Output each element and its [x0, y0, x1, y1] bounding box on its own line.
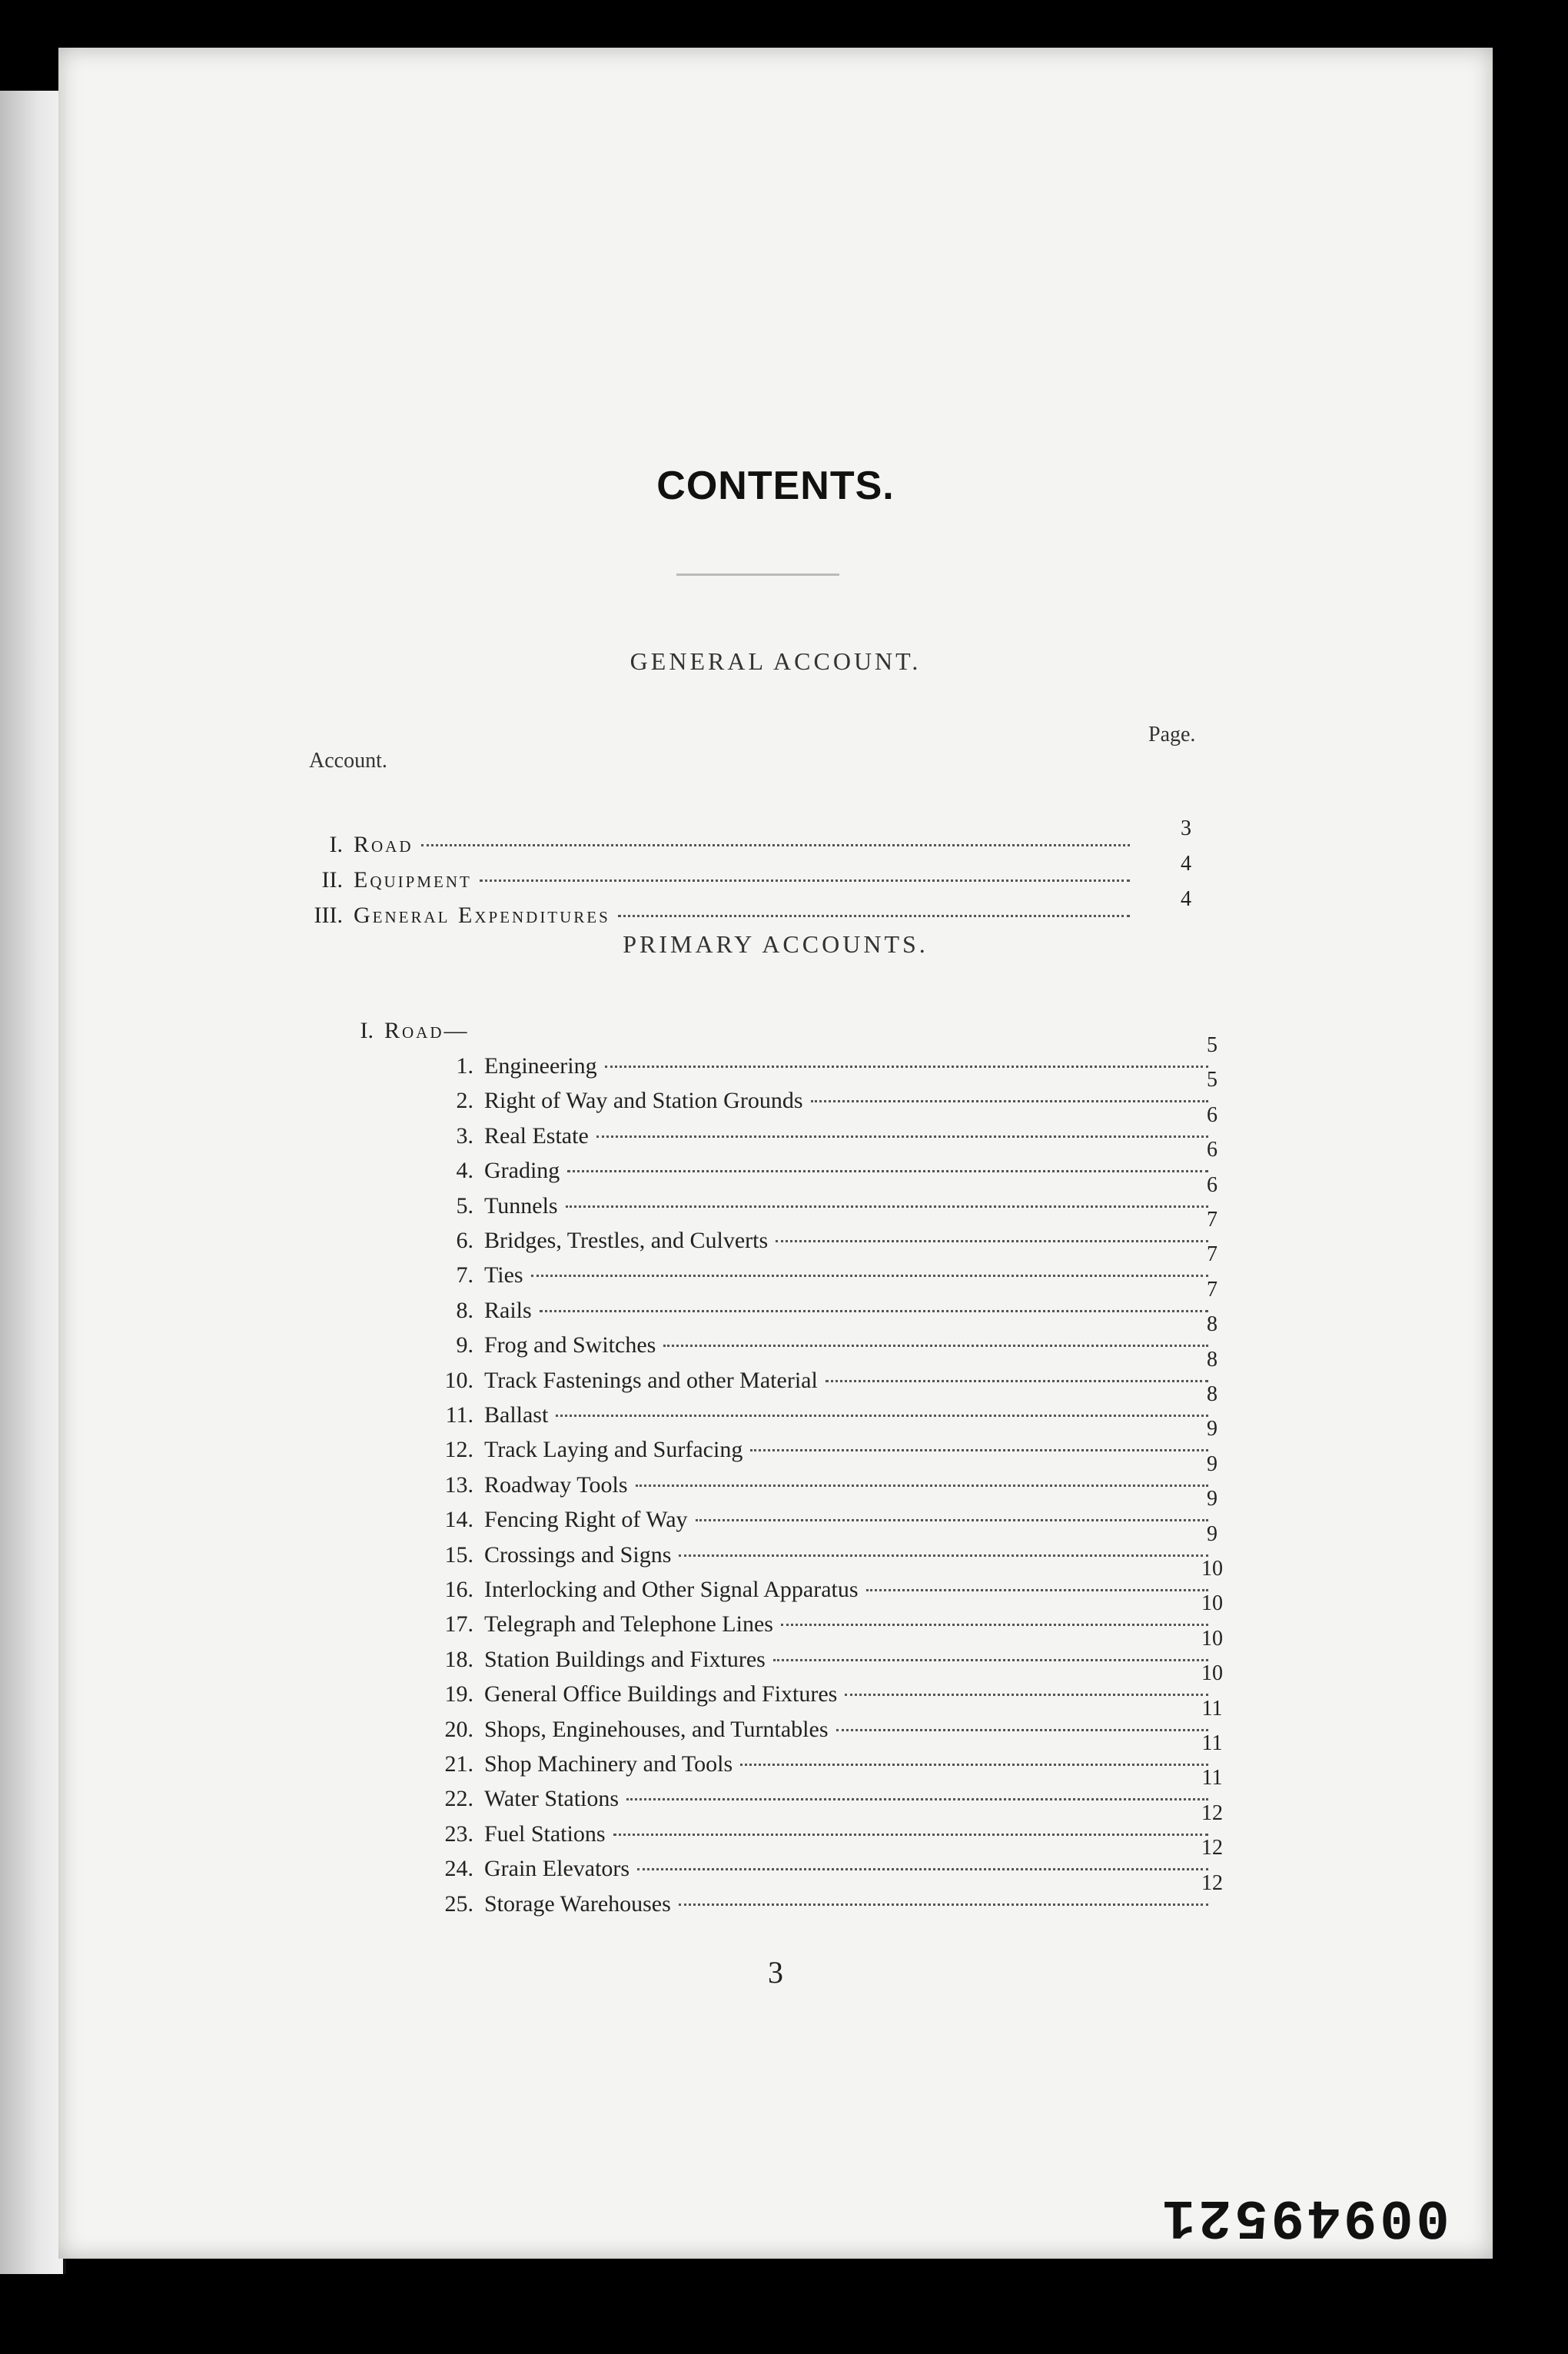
entry-number: 16. [444, 1577, 473, 1602]
entry-number: 4. [456, 1158, 473, 1184]
entry-label: Right of Way and Station Grounds [484, 1088, 803, 1114]
general-account-row [289, 867, 1138, 893]
entry-number: 3. [456, 1122, 473, 1149]
general-account-row [289, 903, 1138, 929]
entry-number: II. [321, 867, 343, 893]
dot-leader [540, 1310, 1208, 1312]
entry-number: 18. [444, 1646, 473, 1672]
archive-stamp: 00949521 [1159, 2185, 1450, 2248]
entry-page-number: 6 [1207, 1138, 1218, 1162]
dot-leader [531, 1275, 1208, 1277]
primary-accounts-heading: PRIMARY ACCOUNTS. [623, 930, 929, 958]
entry-number: 1. [456, 1053, 473, 1079]
entry-label: General Office Buildings and Fixtures [484, 1681, 838, 1707]
entry-number: 21. [444, 1751, 473, 1777]
entry-number: 6. [456, 1228, 473, 1253]
entry-label: Storage Warehouses [484, 1890, 671, 1917]
dot-leader [421, 844, 1130, 846]
entry-page-number: 4 [1181, 852, 1191, 876]
dot-leader [679, 1554, 1208, 1557]
entry-label: Interlocking and Other Signal Apparatus [484, 1577, 859, 1602]
entry-page-number: 10 [1201, 1626, 1223, 1651]
general-account-heading: GENERAL ACCOUNT. [630, 647, 922, 675]
entry-number: 12. [444, 1437, 473, 1463]
entry-number: 20. [444, 1716, 473, 1742]
entry-label: Grading [484, 1158, 560, 1184]
entry-number: 5. [456, 1192, 473, 1219]
primary-account-row [412, 1542, 1216, 1568]
dot-leader [845, 1694, 1208, 1696]
entry-page-number: 8 [1207, 1347, 1218, 1372]
entry-label: Track Laying and Surfacing [484, 1437, 743, 1463]
primary-account-row [412, 1786, 1216, 1812]
dot-leader [605, 1066, 1208, 1068]
entry-label: Shops, Enginehouses, and Turntables [484, 1716, 829, 1742]
entry-label: General Expenditures [354, 903, 610, 928]
entry-number: 10. [444, 1367, 473, 1393]
primary-account-row [412, 1228, 1216, 1254]
primary-account-row [412, 1856, 1216, 1882]
primary-account-row [412, 1611, 1216, 1637]
entry-page-number: 11 [1201, 1766, 1223, 1790]
dot-leader [866, 1589, 1208, 1591]
primary-account-row [412, 1193, 1216, 1219]
primary-account-row [412, 1332, 1216, 1358]
entry-number: 8. [456, 1297, 473, 1323]
entry-page-number: 4 [1181, 887, 1191, 911]
entry-number: 23. [444, 1820, 473, 1847]
dot-leader [626, 1798, 1208, 1800]
primary-account-row [412, 1123, 1216, 1149]
entry-page-number: 9 [1207, 1521, 1218, 1546]
entry-page-number: 5 [1207, 1033, 1218, 1057]
entry-label: Ballast [484, 1402, 549, 1428]
dot-leader [636, 1485, 1208, 1487]
group-label: Road— [384, 1018, 470, 1043]
dot-leader [679, 1903, 1208, 1906]
primary-account-row [412, 1751, 1216, 1777]
entry-page-number: 7 [1207, 1242, 1218, 1267]
entry-label: Roadway Tools [484, 1471, 628, 1498]
primary-account-row [412, 1821, 1216, 1847]
primary-account-row [412, 1088, 1216, 1114]
primary-account-row [412, 1717, 1216, 1743]
entry-page-number: 6 [1207, 1172, 1218, 1197]
entry-number: 19. [444, 1681, 473, 1707]
entry-label: Grain Elevators [484, 1856, 630, 1882]
primary-account-row [412, 1262, 1216, 1288]
primary-account-row [412, 1158, 1216, 1184]
dot-leader [781, 1624, 1208, 1626]
entry-page-number: 8 [1207, 1382, 1218, 1406]
facing-page-edge [0, 91, 66, 2274]
entry-page-number: 7 [1207, 1208, 1218, 1232]
entry-page-number: 10 [1201, 1661, 1223, 1686]
primary-account-row [412, 1298, 1216, 1324]
entry-label: Rails [484, 1297, 532, 1323]
primary-account-row [412, 1368, 1216, 1394]
general-account-row [289, 832, 1138, 858]
dot-leader [750, 1449, 1208, 1451]
group-number: I. [360, 1018, 374, 1043]
account-column-label: Account. [309, 749, 387, 773]
page-number: 3 [768, 1955, 783, 1990]
entry-page-number: 11 [1201, 1696, 1223, 1721]
dot-leader [556, 1415, 1208, 1417]
entry-label: Track Fastenings and other Material [484, 1367, 818, 1393]
entry-page-number: 7 [1207, 1277, 1218, 1302]
dot-leader [567, 1170, 1208, 1172]
entry-page-number: 10 [1201, 1557, 1223, 1581]
entry-page-number: 12 [1201, 1836, 1223, 1860]
entry-label: Crossings and Signs [484, 1541, 672, 1568]
page-column-label: Page. [1148, 723, 1196, 746]
entry-label: Frog and Switches [484, 1332, 656, 1358]
dot-leader [637, 1868, 1208, 1870]
entry-number: III. [314, 903, 343, 928]
entry-label: Road [354, 832, 414, 857]
primary-account-row [412, 1577, 1216, 1603]
entry-number: 22. [444, 1786, 473, 1812]
entry-page-number: 11 [1201, 1731, 1223, 1755]
entry-page-number: 5 [1207, 1068, 1218, 1092]
dot-leader [480, 879, 1130, 882]
entry-number: 11. [445, 1402, 473, 1428]
dot-leader [811, 1100, 1208, 1102]
entry-number: 25. [444, 1890, 473, 1917]
entry-page-number: 12 [1201, 1800, 1223, 1825]
entry-label: Bridges, Trestles, and Culverts [484, 1228, 769, 1253]
entry-number: 2. [456, 1088, 473, 1114]
dot-leader [566, 1205, 1208, 1208]
entry-page-number: 9 [1207, 1487, 1218, 1511]
primary-account-row [412, 1053, 1216, 1079]
entry-number: 17. [444, 1611, 473, 1637]
entry-label: Shop Machinery and Tools [484, 1751, 733, 1777]
entry-label: Fuel Stations [484, 1820, 606, 1847]
dot-leader [596, 1135, 1208, 1138]
entry-page-number: 8 [1207, 1312, 1218, 1337]
entry-number: 24. [444, 1856, 473, 1882]
entry-label: Equipment [354, 867, 472, 893]
primary-account-row [412, 1681, 1216, 1707]
entry-number: 7. [456, 1262, 473, 1288]
document-page [58, 48, 1493, 2259]
entry-number: 9. [456, 1332, 473, 1358]
title-rule [676, 574, 839, 576]
primary-account-row [412, 1437, 1216, 1463]
entry-label: Water Stations [484, 1786, 620, 1812]
entry-number: 15. [444, 1541, 473, 1568]
primary-account-row [412, 1891, 1216, 1917]
dot-leader [613, 1834, 1208, 1836]
entry-label: Engineering [484, 1053, 597, 1079]
primary-account-row [412, 1647, 1216, 1673]
primary-account-row [412, 1507, 1216, 1533]
entry-page-number: 9 [1207, 1451, 1218, 1476]
entry-page-number: 9 [1207, 1417, 1218, 1441]
dot-leader [773, 1659, 1208, 1661]
entry-page-number: 10 [1201, 1591, 1223, 1616]
entry-label: Telegraph and Telephone Lines [484, 1611, 773, 1637]
dot-leader [696, 1519, 1208, 1521]
entry-label: Real Estate [484, 1122, 589, 1149]
entry-label: Tunnels [484, 1192, 558, 1219]
primary-account-row [412, 1472, 1216, 1498]
dot-leader [836, 1729, 1208, 1731]
dot-leader [663, 1345, 1208, 1347]
entry-label: Ties [484, 1262, 523, 1288]
entry-number: 14. [444, 1507, 473, 1533]
entry-label: Fencing Right of Way [484, 1507, 688, 1533]
entry-label: Station Buildings and Fixtures [484, 1646, 766, 1672]
entry-number: I. [329, 832, 343, 857]
entry-page-number: 12 [1201, 1870, 1223, 1895]
dot-leader [740, 1764, 1208, 1766]
page-title: CONTENTS. [656, 464, 895, 508]
dot-leader [618, 915, 1130, 917]
entry-number: 13. [444, 1471, 473, 1498]
entry-page-number: 6 [1207, 1102, 1218, 1127]
dot-leader [826, 1380, 1208, 1382]
dot-leader [776, 1240, 1208, 1242]
primary-account-row [412, 1402, 1216, 1428]
primary-group-heading [335, 1018, 470, 1044]
entry-page-number: 3 [1181, 816, 1191, 840]
